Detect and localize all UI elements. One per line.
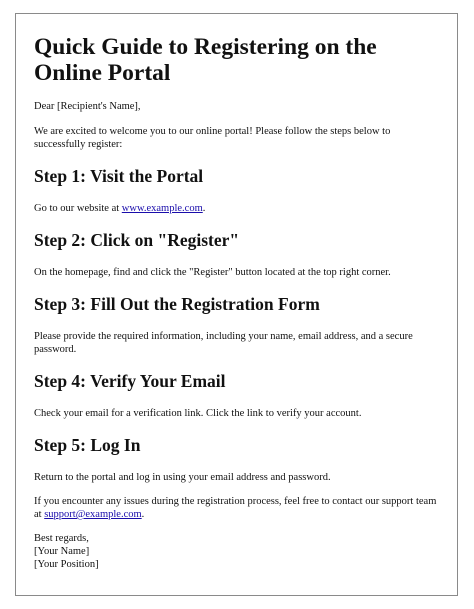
signoff-closing: Best regards,	[34, 533, 89, 544]
step-4-title: Step 4: Verify Your Email	[34, 371, 226, 391]
step-1-text-before: Go to our website at	[34, 203, 122, 214]
signoff-position: [Your Position]	[34, 559, 99, 570]
step-5-title: Step 5: Log In	[34, 435, 141, 455]
step-1-text-after: .	[202, 203, 206, 214]
step-2-text: On the homepage, find and click the "Register" button located at the top right corner.	[34, 267, 391, 278]
support-paragraph	[34, 495, 439, 521]
intro-paragraph: We are excited to welcome you to our online portal! Please follow the steps below to successfully register:	[34, 126, 391, 150]
support-text-before: If you encounter any issues during the registration process, feel free to contact our support team at	[34, 496, 437, 520]
letter-page	[15, 13, 458, 596]
step-5-text: Return to the portal and log in using your email address and password.	[34, 472, 331, 483]
support-text-after: .	[141, 509, 145, 520]
step-3-title: Step 3: Fill Out the Registration Form	[34, 294, 320, 314]
step-1-title: Step 1: Visit the Portal	[34, 166, 204, 186]
support-email-link[interactable]: support@example.com	[44, 509, 142, 520]
step-4-text: Check your email for a verification link. Click the link to verify your account.	[34, 408, 362, 419]
page-title: Quick Guide to Registering on the Online Portal	[34, 34, 377, 86]
signoff-name: [Your Name]	[34, 546, 90, 557]
step-3-text: Please provide the required information, including your name, email address, and a secure password.	[34, 331, 413, 355]
greeting: Dear [Recipient's Name],	[34, 101, 141, 112]
signoff-block	[34, 532, 439, 571]
step-1-text	[34, 202, 439, 215]
website-link[interactable]: www.example.com	[121, 203, 203, 214]
step-2-title: Step 2: Click on "Register"	[34, 230, 240, 250]
